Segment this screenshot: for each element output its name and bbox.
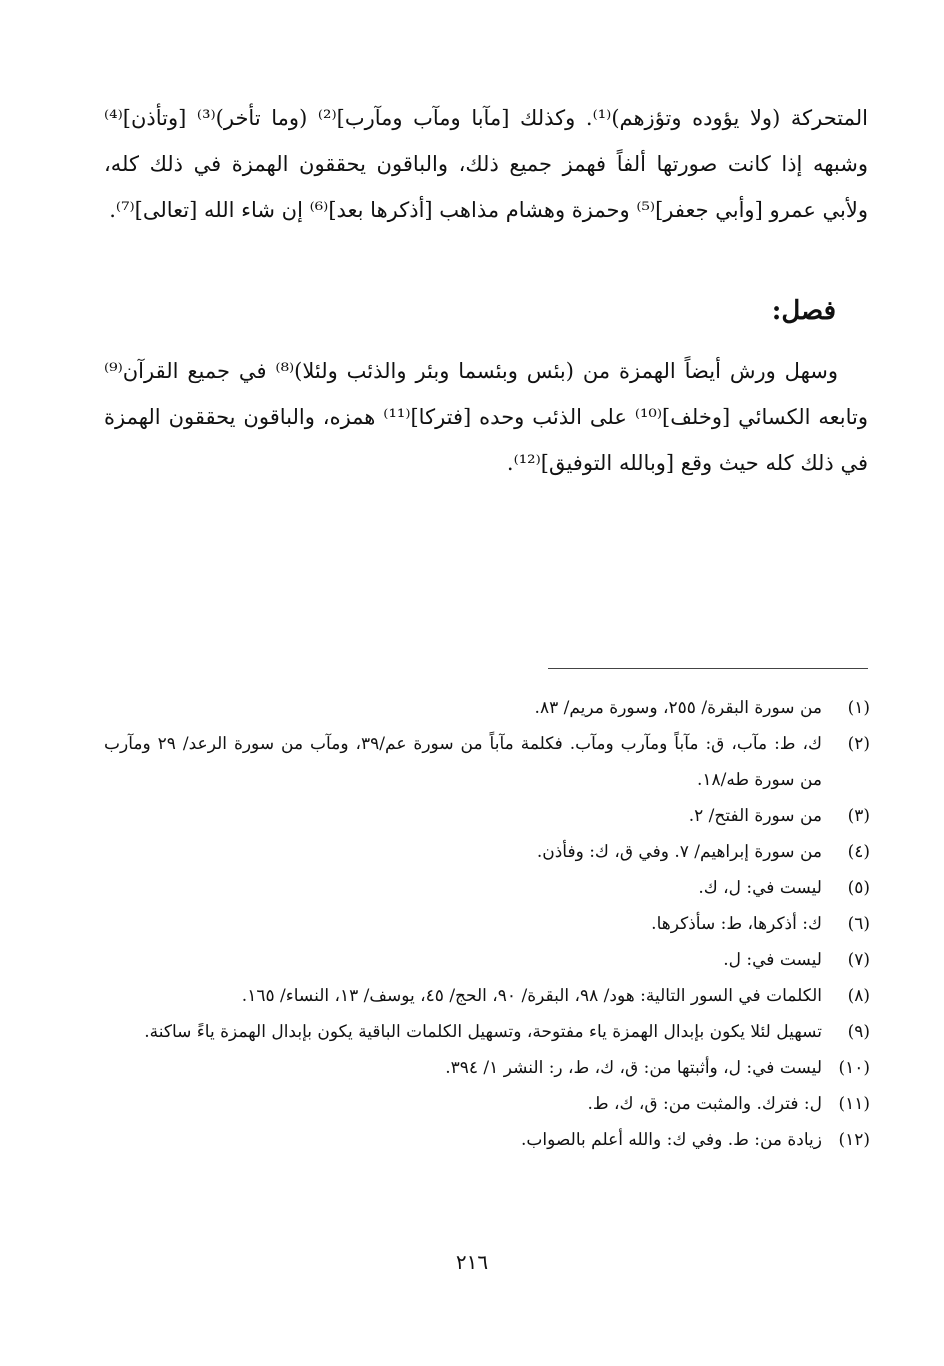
footnote-text: ليست في: ل، وأثبتها من: ق، ك، ط، ر: النشر ١/ ٣٩٤. bbox=[445, 1058, 822, 1078]
footnote-item bbox=[104, 1050, 870, 1086]
footnote-text: من سورة الفتح/ ٢. bbox=[688, 806, 822, 826]
footnote-text: من سورة إبراهيم/ ٧. وفي ق، ك: وفأذن. bbox=[536, 842, 822, 862]
paragraph-2: وسهل ورش أيضاً الهمزة من (بئس وبئسما وبئر والذئب ولئلا)⁽⁸⁾ في جميع القرآن⁽⁹⁾ وتابعه الكسائي [وخلف]⁽¹⁰⁾ على الذئب وحده [فتركا]⁽¹¹⁾ همزه، والباقون يحققون الهمزة في ذلك كله حيث وقع [وبالله التوفيق]⁽¹²⁾. bbox=[104, 359, 869, 475]
footnote-item bbox=[104, 690, 870, 726]
footnote-number: (٦) bbox=[847, 914, 870, 934]
footnote-text: ك، ط: مآب، ق: مآباً ومآرب ومآب. فكلمة مآباً من سورة عم/٣٩، ومآب من سورة الرعد/ ٢٩ ومآرب من سورة طه/١٨. bbox=[104, 734, 822, 790]
footnote-text: ك: أذكرها، ط: سأذكرها. bbox=[651, 914, 822, 934]
footnotes bbox=[104, 690, 870, 1158]
footnote-item bbox=[104, 870, 870, 906]
footnote-text: ليست في: ل. bbox=[723, 950, 822, 970]
footnote-item bbox=[104, 1086, 870, 1122]
footnote-number: (١٢) bbox=[838, 1130, 870, 1150]
footnote-item bbox=[104, 834, 870, 870]
footnote-number: (٩) bbox=[847, 1022, 870, 1042]
footnote-item bbox=[104, 906, 870, 942]
main-text bbox=[104, 95, 868, 233]
footnote-number: (١١) bbox=[838, 1094, 870, 1114]
footnote-number: (٧) bbox=[847, 950, 870, 970]
footnote-text: تسهيل لئلا يكون بإبدال الهمزة ياء مفتوحة، وتسهيل الكلمات الباقية يكون بإبدال الهمزة ياءً ساكنة. bbox=[144, 1022, 822, 1042]
footnote-number: (٤) bbox=[847, 842, 870, 862]
footnote-number: (٣) bbox=[847, 806, 870, 826]
footnote-number: (١) bbox=[847, 698, 870, 718]
footnote-item bbox=[104, 942, 870, 978]
footnote-number: (١٠) bbox=[838, 1058, 870, 1078]
footnote-number: (٢) bbox=[847, 734, 870, 754]
footnote-number: (٥) bbox=[847, 878, 870, 898]
footnote-number: (٨) bbox=[847, 986, 870, 1006]
section-heading: فصل: bbox=[771, 296, 836, 326]
footnote-item bbox=[104, 726, 870, 798]
footnote-text: ل: فترك. والمثبت من: ق، ك، ط. bbox=[587, 1094, 822, 1114]
paragraph-1: المتحركة (ولا يؤوده وتؤزهم)⁽¹⁾. وكذلك [مآبا ومآب ومآرب]⁽²⁾ (وما تأخر)⁽³⁾ [وتأذن]⁽⁴⁾ وشبهه إذا كانت صورتها ألفاً فهمز جميع ذلك، والباقون يحققون الهمزة في ذلك كله، ولأبي عمرو [وأبي جعفر]⁽⁵⁾ وحمزة وهشام مذاهب [أذكرها بعد]⁽⁶⁾ إن شاء الله [تعالى]⁽⁷⁾. bbox=[104, 106, 868, 222]
footnote-text: من سورة البقرة/ ٢٥٥، وسورة مريم/ ٨٣. bbox=[534, 698, 822, 718]
footnote-divider bbox=[548, 668, 868, 669]
footnote-text: ليست في: ل، ك. bbox=[698, 878, 822, 898]
footnote-item bbox=[104, 978, 870, 1014]
footnote-item bbox=[104, 798, 870, 834]
footnote-text: الكلمات في السور التالية: هود/ ٩٨، البقرة/ ٩٠، الحج/ ٤٥، يوسف/ ١٣، النساء/ ١٦٥. bbox=[241, 986, 822, 1006]
page-number: ٢١٦ bbox=[455, 1250, 489, 1274]
footnote-item bbox=[104, 1014, 870, 1050]
footnote-item bbox=[104, 1122, 870, 1158]
footnote-text: زيادة من: ط. وفي ك: والله أعلم بالصواب. bbox=[521, 1130, 822, 1150]
section-text bbox=[104, 348, 868, 486]
